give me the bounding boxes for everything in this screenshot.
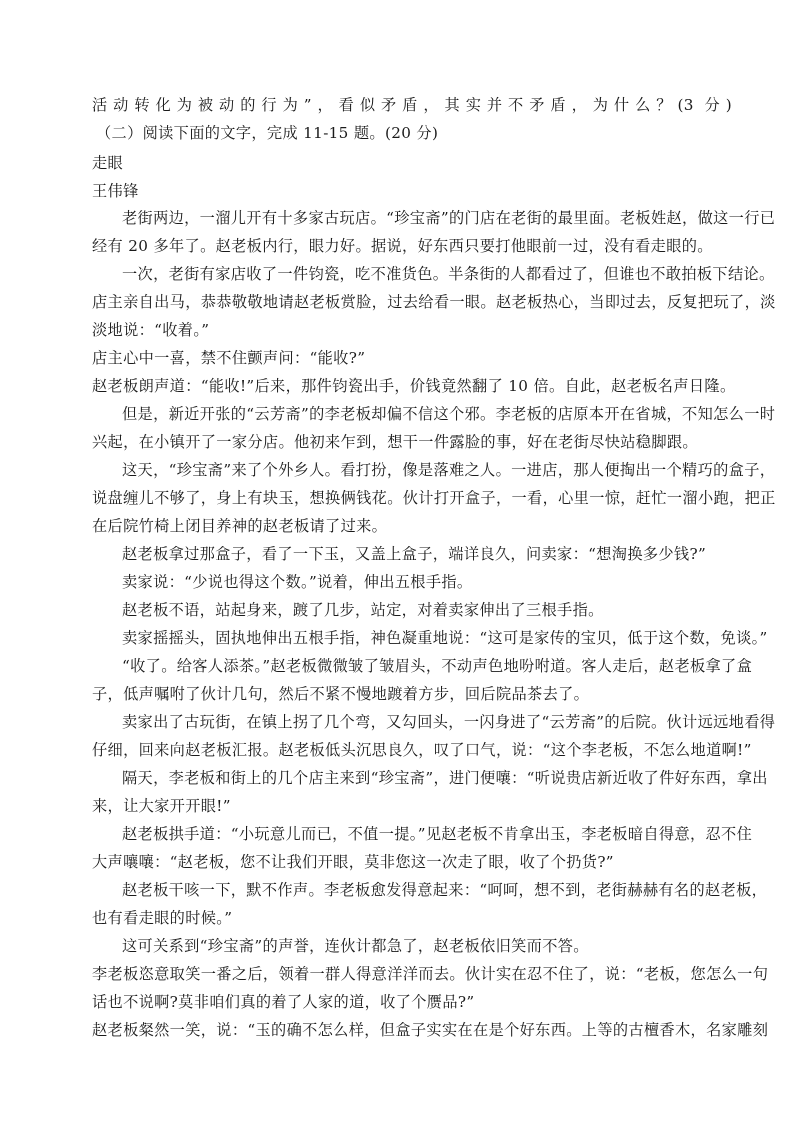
text-line: 赵老板拿过那盒子，看了一下玉，又盖上盒子，端详良久，问卖家：“想淘换多少钱?” <box>122 545 707 563</box>
text-line: 卖家说：“少说也得这个数。”说着，伸出五根手指。 <box>122 573 473 591</box>
text-line: 在后院竹椅上闭目养神的赵老板请了过来。 <box>92 517 388 535</box>
text-line: “收了。给客人添茶。”赵老板微微皱了皱眉头，不动声色地吩咐道。客人走后，赵老板拿了盒 <box>122 657 753 675</box>
story-author: 王伟锋 <box>92 182 139 200</box>
text-line: 说盘缠儿不够了，身上有块玉，想换俩钱花。伙计打开盒子，一看，心里一惊，赶忙一溜小跑，把正 <box>92 489 776 507</box>
text-line: 赵老板粲然一笑，说：“玉的确不怎么样，但盒子实实在在是个好东西。上等的古檀香木，名家雕刻 <box>92 1021 769 1039</box>
text-line: 来，让大家开开眼!” <box>92 797 231 815</box>
text-line: 老街两边，一溜儿开有十多家古玩店。“珍宝斋”的门店在老街的最里面。老板姓赵，做这一行已 <box>122 209 776 227</box>
story-title: 走眼 <box>92 154 124 172</box>
text-line: 赵老板干咳一下，默不作声。李老板愈发得意起来：“呵呵，想不到，老街赫赫有名的赵老板， <box>122 881 768 899</box>
text-line: 话也不说啊?莫非咱们真的着了人家的道，收了个赝品?” <box>92 993 475 1011</box>
section-heading: （二）阅读下面的文字，完成 11-15 题。(20 分) <box>96 124 439 142</box>
text-line: 这天，“珍宝斋”来了个外乡人。看打扮，像是落难之人。一进店，那人便掏出一个精巧的盒子， <box>122 461 776 479</box>
text-line: 但是，新近开张的“云芳斋”的李老板却偏不信这个邪。李老板的店原本开在省城，不知怎么一时 <box>122 405 776 423</box>
text-line: 赵老板拱手道：“小玩意儿而已，不值一提。”见赵老板不肯拿出玉，李老板暗自得意，忍不住 <box>122 825 753 843</box>
text-line: 兴起，在小镇开了一家分店。他初来乍到，想干一件露脸的事，好在老街尽快站稳脚跟。 <box>92 433 698 451</box>
text-line: 经有 20 多年了。赵老板内行，眼力好。据说，好东西只要打他眼前一过，没有看走眼的。 <box>92 237 713 255</box>
text-line: 这可关系到“珍宝斋”的声誉，连伙计都急了，赵老板依旧笑而不答。 <box>122 937 589 955</box>
text-line: 店主亲自出马，恭恭敬敬地请赵老板赏脸，过去给看一眼。赵老板热心，当即过去，反复把玩了，淡 <box>92 293 776 311</box>
text-line: 也有看走眼的时候。” <box>92 909 233 927</box>
text-line: 淡地说：“收着。” <box>92 321 210 339</box>
text-line: 大声嚷嚷：“赵老板，您不让我们开眼，莫非您这一次走了眼，收了个扔货?” <box>92 853 614 871</box>
text-line: 仔细，回来向赵老板汇报。赵老板低头沉思良久，叹了口气，说：“这个李老板，不怎么地道啊!” <box>92 741 752 759</box>
text-line: 活动转化为被动的行为”，看似矛盾，其实并不矛盾，为什么？(3 分) <box>92 96 732 114</box>
text-line: 卖家摇摇头，固执地伸出五根手指，神色凝重地说：“这可是家传的宝贝，低于这个数，免谈。” <box>122 629 768 647</box>
text-line: 子，低声嘱咐了伙计几句，然后不紧不慢地踱着方步，回后院品茶去了。 <box>92 685 590 703</box>
text-line: 隔天，李老板和街上的几个店主来到“珍宝斋”，进门便嚷：“听说贵店新近收了件好东西，拿出 <box>122 769 768 787</box>
text-line: 卖家出了古玩街，在镇上拐了几个弯，又勾回头，一闪身进了“云芳斋”的后院。伙计远远地看得 <box>122 713 776 731</box>
text-line: 店主心中一喜，禁不住颤声问：“能收?” <box>92 349 366 367</box>
text-line: 李老板恣意取笑一番之后，领着一群人得意洋洋而去。伙计实在忍不住了，说：“老板，您怎么一句 <box>92 965 769 983</box>
text-line: 赵老板不语，站起身来，踱了几步，站定，对着卖家伸出了三根手指。 <box>122 601 604 619</box>
text-line: 一次，老街有家店收了一件钧瓷，吃不准货色。半条街的人都看过了，但谁也不敢拍板下结论。 <box>122 265 775 283</box>
text-line: 赵老板朗声道：“能收!”后来，那件钧瓷出手，价钱竟然翻了 10 倍。自此，赵老板名声日隆。 <box>92 377 736 395</box>
